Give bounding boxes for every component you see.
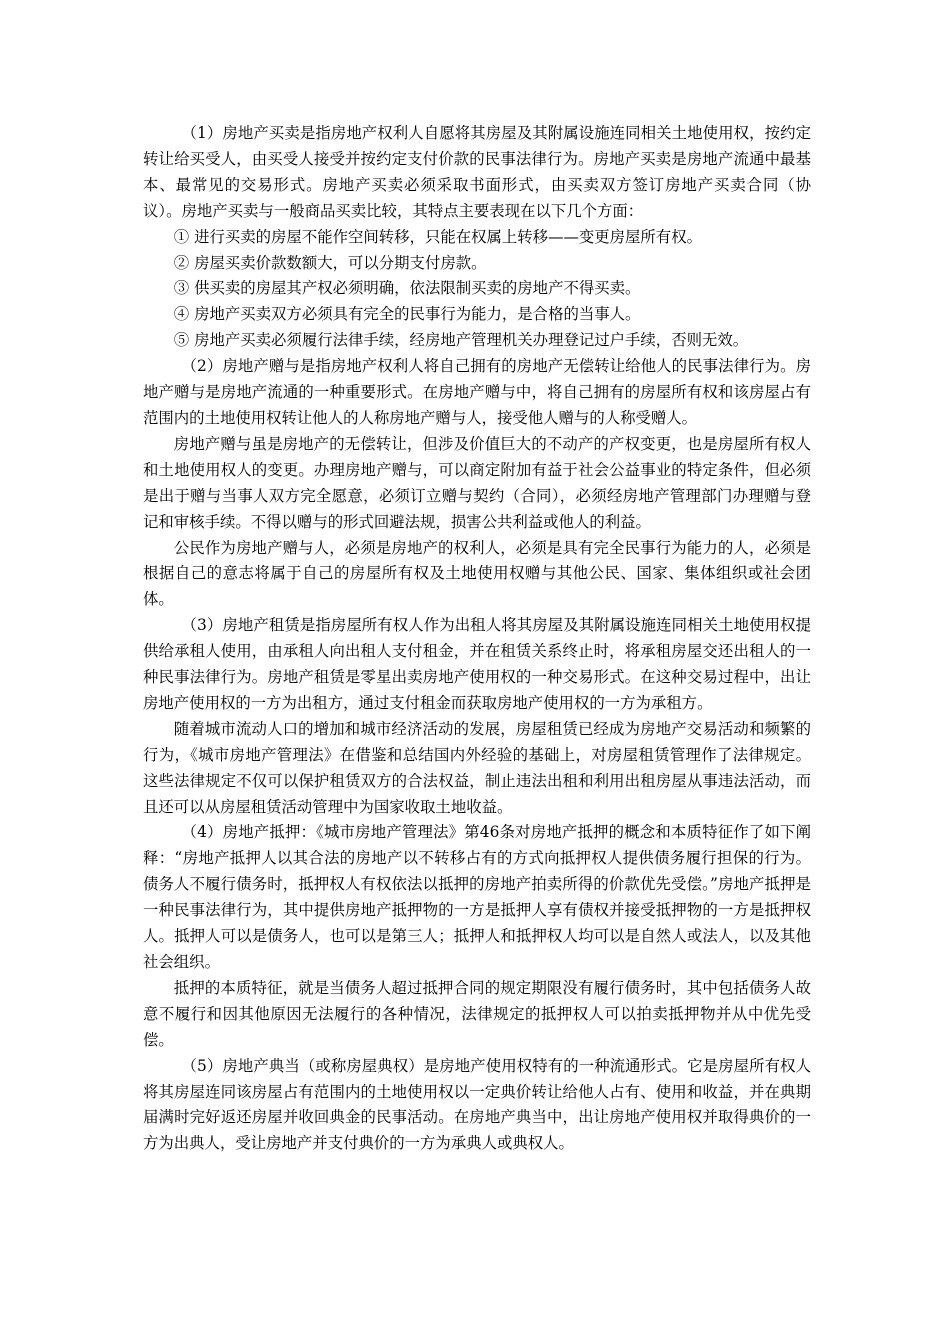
list-item-3: ③ 供买卖的房屋其产权必须明确，依法限制买卖的房地产不得买卖。 (173, 279, 641, 298)
paragraph-sale: （1）房地产买卖是指房地产权利人自愿将其房屋及其附属设施连同相关土地使用权，按约定转让给买受人，由买受人接受并按约定支付价款的民事法律行为。房地产买卖是房地产流通中最基本、最常见的交易形式。房地产买卖必须采取书面形式，由买卖双方签订房地产买卖合同（协议）。房地产买卖与一般商品买卖比较，其特点主要表现在以下几个方面： (143, 124, 811, 220)
list-item-4: ④ 房地产买卖双方必须具有完全的民事行为能力，是合格的当事人。 (173, 305, 641, 324)
paragraph-gift-donor: 公民作为房地产赠与人，必须是房地产的权利人，必须是具有完全民事行为能力的人，必须是根据自己的意志将属于自己的房屋所有权及土地使用权赠与其他公民、国家、集体组织或社会团体。 (143, 538, 811, 609)
paragraph-lease-detail: 随着城市流动人口的增加和城市经济活动的发展，房屋租赁已经成为房地产交易活动和频繁的行为，《城市房地产管理法》在借鉴和总结国内外经验的基础上，对房屋租赁管理作了法律规定。这些法律规定不仅可以保护租赁双方的合法权益，制止违法出租和利用出租房屋从事违法活动，而且还可以从房屋租赁活动管理中为国家收取土地收益。 (143, 719, 811, 816)
paragraph-gift-detail: 房地产赠与虽是房地产的无偿转让，但涉及价值巨大的不动产的产权变更，也是房屋所有权人和土地使用权人的变更。办理房地产赠与，可以商定附加有益于社会公益事业的特定条件，但必须是出于赠与当事人双方完全愿意，必须订立赠与契约（合同），必须经房地产管理部门办理赠与登记和审核手续。不得以赠与的形式回避法规，损害公共利益或他人的利益。 (143, 434, 811, 531)
list-item-2: ② 房屋买卖价款数额大，可以分期支付房款。 (173, 253, 487, 272)
list-item-5: ⑤ 房地产买卖必须履行法律手续，经房地产管理机关办理登记过户手续，否则无效。 (173, 331, 749, 350)
list-item-1: ① 进行买卖的房屋不能作空间转移，只能在权属上转移——变更房屋所有权。 (173, 227, 702, 246)
paragraph-mortgage: （4）房地产抵押：《城市房地产管理法》第46条对房地产抵押的概念和本质特征作了如下阐释：“房地产抵押人以其合法的房地产以不转移占有的方式向抵押权人提供债务履行担保的行为。债务人不履行债务时，抵押权人有权依法以抵押的房地产拍卖所得的价款优先受偿。”房地产抵押是一种民事法律行为，其中提供房地产抵押物的一方是抵押人享有债权并接受抵押物的一方是抵押权人。抵押人可以是债务人，也可以是第三人；抵押人和抵押权人均可以是自然人或法人，以及其他社会组织。 (143, 823, 811, 971)
paragraph-lease: （3）房地产租赁是指房屋所有权人作为出租人将其房屋及其附属设施连同相关土地使用权提供给承租人使用，由承租人向出租人支付租金，并在租赁关系终止时，将承租房屋交还出租人的一种民事法律行为。房地产租赁是零星出卖房地产使用权的一种交易形式。在这种交易过程中，出让房地产使用权的一方为出租方，通过支付租金而获取房地产使用权的一方为承租方。 (143, 616, 811, 712)
document-page (143, 121, 811, 1157)
paragraph-mortgage-essence: 抵押的本质特征，就是当债务人超过抵押合同的规定期限没有履行债务时，其中包括债务人故意不履行和因其他原因无法履行的各种情况，法律规定的抵押权人可以拍卖抵押物并从中优先受偿。 (143, 978, 811, 1049)
paragraph-gift: （2）房地产赠与是指房地产权利人将自己拥有的房地产无偿转让给他人的民事法律行为。房地产赠与是房地产流通的一种重要形式。在房地产赠与中，将自己拥有的房屋所有权和该房屋占有范围内的土地使用权转让他人的人称房地产赠与人，接受他人赠与的人称受赠人。 (143, 357, 811, 427)
paragraph-pawn: （5）房地产典当（或称房屋典权）是房地产使用权特有的一种流通形式。它是房屋所有权人将其房屋连同该房屋占有范围内的土地使用权以一定典价转让给他人占有、使用和收益，并在典期届满时完好返还房屋并收回典金的民事活动。在房地产典当中，出让房地产使用权并取得典价的一方为出典人，受让房地产并支付典价的一方为承典人或典权人。 (143, 1056, 811, 1153)
